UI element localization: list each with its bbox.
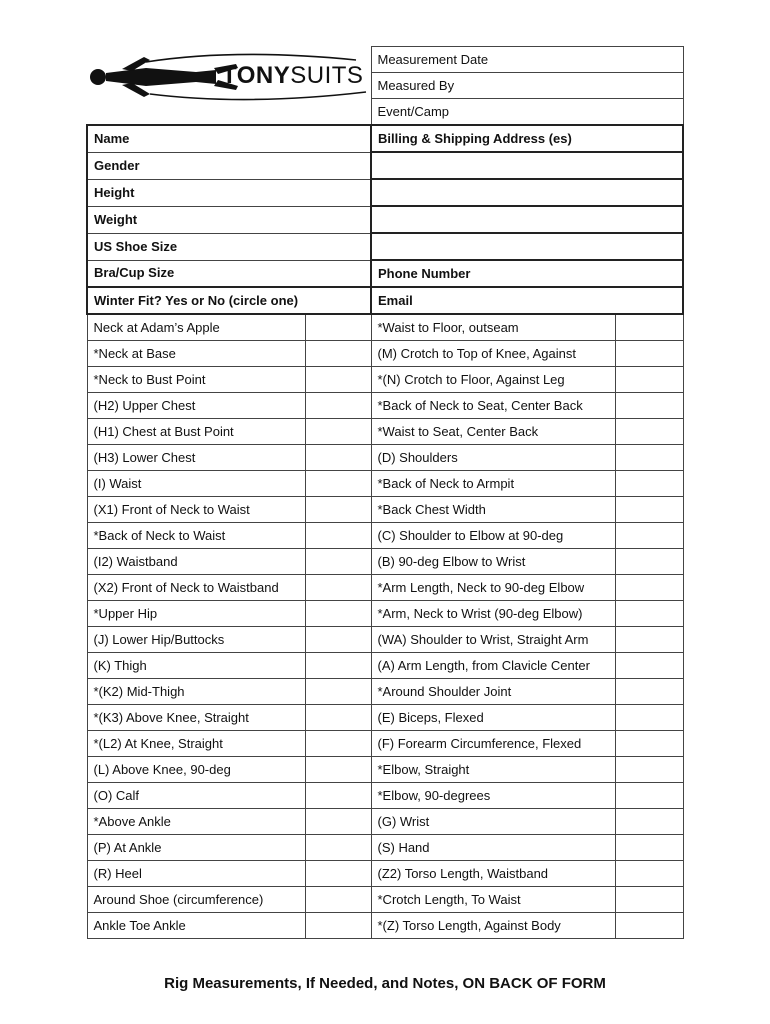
measurement-row (87, 653, 683, 679)
measurement-value-left[interactable] (305, 549, 371, 575)
measurement-label-right: (WA) Shoulder to Wrist, Straight Arm (371, 627, 615, 653)
billing-address-field[interactable]: Billing & Shipping Address (es) (371, 125, 683, 152)
measurement-row (87, 419, 683, 445)
measurement-value-left[interactable] (305, 757, 371, 783)
measurement-value-right[interactable] (615, 367, 683, 393)
measurement-label-left: (X2) Front of Neck to Waistband (87, 575, 305, 601)
measurement-label-right: *Crotch Length, To Waist (371, 887, 615, 913)
measurement-row (87, 679, 683, 705)
measurement-label-left: Around Shoe (circumference) (87, 887, 305, 913)
measurement-label-left: *(K3) Above Knee, Straight (87, 705, 305, 731)
name-field[interactable]: Name (87, 125, 371, 152)
measurement-label-left: *Neck to Bust Point (87, 367, 305, 393)
measurement-value-right[interactable] (615, 601, 683, 627)
footer-note: Rig Measurements, If Needed, and Notes, ON BACK OF FORM (164, 975, 606, 992)
measurement-label-right: (F) Forearm Circumference, Flexed (371, 731, 615, 757)
height-field[interactable]: Height (87, 179, 371, 206)
measurement-label-left: (K) Thigh (87, 653, 305, 679)
measurement-row (87, 497, 683, 523)
header-row-date (87, 47, 683, 73)
measurement-label-right: (B) 90-deg Elbow to Wrist (371, 549, 615, 575)
weight-field[interactable]: Weight (87, 206, 371, 233)
measurement-value-left[interactable] (305, 679, 371, 705)
measurement-row (87, 835, 683, 861)
measurement-value-left[interactable] (305, 314, 371, 341)
measurement-row (87, 783, 683, 809)
measurement-value-right[interactable] (615, 809, 683, 835)
measurement-label-left: (O) Calf (87, 783, 305, 809)
measurement-value-left[interactable] (305, 783, 371, 809)
measurement-value-right[interactable] (615, 783, 683, 809)
header-row-event (87, 99, 683, 126)
measurement-label-left: Ankle Toe Ankle (87, 913, 305, 939)
header-row-measured-by (87, 73, 683, 99)
personal-row-3 (87, 179, 683, 206)
measurement-label-right: *(Z) Torso Length, Against Body (371, 913, 615, 939)
phone-number-field[interactable]: Phone Number (371, 260, 683, 287)
measurement-label-right: *Arm, Neck to Wrist (90-deg Elbow) (371, 601, 615, 627)
measurement-value-right[interactable] (615, 314, 683, 341)
measurement-label-right: (Z2) Torso Length, Waistband (371, 861, 615, 887)
measurement-value-left[interactable] (305, 809, 371, 835)
measurement-label-left: (L) Above Knee, 90-deg (87, 757, 305, 783)
measurement-row (87, 809, 683, 835)
address-line-1[interactable] (371, 152, 683, 179)
measurement-row (87, 757, 683, 783)
brand-bold: TONY (222, 62, 291, 89)
measurement-value-left[interactable] (305, 861, 371, 887)
measurement-label-left: *Back of Neck to Waist (87, 523, 305, 549)
address-line-2[interactable] (371, 179, 683, 206)
measurement-value-right[interactable] (615, 705, 683, 731)
measurement-value-right[interactable] (615, 419, 683, 445)
measurement-row (87, 913, 683, 939)
measurement-row (87, 445, 683, 471)
brand-light: SUITS (290, 62, 364, 89)
measurement-label-right: (S) Hand (371, 835, 615, 861)
measurement-value-left[interactable] (305, 341, 371, 367)
measurement-value-right[interactable] (615, 653, 683, 679)
measurement-label-right: (E) Biceps, Flexed (371, 705, 615, 731)
measurement-row (87, 314, 683, 341)
measurement-value-left[interactable] (305, 575, 371, 601)
measurement-label-left: Neck at Adam’s Apple (87, 314, 305, 341)
measurement-value-right[interactable] (615, 523, 683, 549)
measurement-row (87, 887, 683, 913)
measurement-label-left: *Upper Hip (87, 601, 305, 627)
measurement-value-right[interactable] (615, 471, 683, 497)
measurement-label-right: *Back of Neck to Armpit (371, 471, 615, 497)
measurement-row (87, 523, 683, 549)
measurement-value-right[interactable] (615, 757, 683, 783)
measurement-label-right: *Back Chest Width (371, 497, 615, 523)
event-camp-field[interactable]: Event/Camp (371, 99, 683, 126)
measurement-row (87, 393, 683, 419)
measurement-label-left: (I2) Waistband (87, 549, 305, 575)
measurement-value-right[interactable] (615, 575, 683, 601)
gender-field[interactable]: Gender (87, 152, 371, 179)
measurement-row (87, 705, 683, 731)
measurement-label-left: *Neck at Base (87, 341, 305, 367)
measurement-label-right: (A) Arm Length, from Clavicle Center (371, 653, 615, 679)
measurement-label-left: (I) Waist (87, 471, 305, 497)
measurement-value-left[interactable] (305, 471, 371, 497)
personal-row-2 (87, 152, 683, 179)
measurement-label-right: *Back of Neck to Seat, Center Back (371, 393, 615, 419)
measurement-value-right[interactable] (615, 445, 683, 471)
measurement-value-right[interactable] (615, 861, 683, 887)
address-line-3[interactable] (371, 206, 683, 233)
measurement-label-right: (D) Shoulders (371, 445, 615, 471)
logo-cell (87, 47, 371, 73)
shoe-size-field[interactable]: US Shoe Size (87, 233, 371, 260)
measurement-row (87, 341, 683, 367)
measurement-label-left: *(K2) Mid-Thigh (87, 679, 305, 705)
measured-by-field[interactable]: Measured By (371, 73, 683, 99)
measurement-value-right[interactable] (615, 913, 683, 939)
measurement-value-left[interactable] (305, 601, 371, 627)
winter-fit-field[interactable]: Winter Fit? Yes or No (circle one) (87, 287, 371, 314)
measurement-row (87, 549, 683, 575)
measurement-value-left[interactable] (305, 445, 371, 471)
measurement-value-left[interactable] (305, 497, 371, 523)
measurement-value-right[interactable] (615, 731, 683, 757)
measurement-row (87, 471, 683, 497)
measurement-value-right[interactable] (615, 393, 683, 419)
measurement-label-left: (J) Lower Hip/Buttocks (87, 627, 305, 653)
measurement-value-right[interactable] (615, 887, 683, 913)
measurement-value-left[interactable] (305, 523, 371, 549)
personal-row-5 (87, 233, 683, 260)
measurement-label-left: *(L2) At Knee, Straight (87, 731, 305, 757)
measurement-label-right: *Waist to Seat, Center Back (371, 419, 615, 445)
measurement-label-right: *Elbow, 90-degrees (371, 783, 615, 809)
measurements-body (87, 314, 683, 939)
measurement-row (87, 575, 683, 601)
measurement-label-right: (M) Crotch to Top of Knee, Against (371, 341, 615, 367)
personal-row-7 (87, 287, 683, 314)
measurement-value-left[interactable] (305, 887, 371, 913)
measurement-row (87, 627, 683, 653)
measurement-value-left[interactable] (305, 367, 371, 393)
personal-row-6 (87, 260, 683, 287)
personal-row-1 (87, 125, 683, 152)
measurement-value-left[interactable] (305, 835, 371, 861)
measurement-label-left: (H2) Upper Chest (87, 393, 305, 419)
measurement-label-left: (P) At Ankle (87, 835, 305, 861)
address-line-4[interactable] (371, 233, 683, 260)
measurement-value-right[interactable] (615, 679, 683, 705)
measurement-value-right[interactable] (615, 549, 683, 575)
measurement-label-left: (X1) Front of Neck to Waist (87, 497, 305, 523)
measurement-label-right: *Around Shoulder Joint (371, 679, 615, 705)
measurement-label-left: *Above Ankle (87, 809, 305, 835)
measurement-label-right: *(N) Crotch to Floor, Against Leg (371, 367, 615, 393)
measurement-label-right: (G) Wrist (371, 809, 615, 835)
measurement-form (86, 46, 684, 939)
measurement-value-left[interactable] (305, 653, 371, 679)
personal-row-4 (87, 206, 683, 233)
measurement-label-right: (C) Shoulder to Elbow at 90-deg (371, 523, 615, 549)
measurement-value-right[interactable] (615, 835, 683, 861)
measurement-value-right[interactable] (615, 341, 683, 367)
measurement-row (87, 601, 683, 627)
measurement-label-left: (R) Heel (87, 861, 305, 887)
measurement-value-right[interactable] (615, 497, 683, 523)
measurement-label-right: *Elbow, Straight (371, 757, 615, 783)
measurement-label-left: (H3) Lower Chest (87, 445, 305, 471)
measurement-value-left[interactable] (305, 731, 371, 757)
measurement-value-left[interactable] (305, 627, 371, 653)
email-field[interactable]: Email (371, 287, 683, 314)
measurement-value-left[interactable] (305, 913, 371, 939)
measurement-row (87, 367, 683, 393)
bra-cup-field[interactable]: Bra/Cup Size (87, 260, 371, 287)
measurement-value-left[interactable] (305, 419, 371, 445)
measurement-value-right[interactable] (615, 627, 683, 653)
measurement-value-left[interactable] (305, 393, 371, 419)
measurement-label-left: (H1) Chest at Bust Point (87, 419, 305, 445)
measurement-label-right: *Waist to Floor, outseam (371, 314, 615, 341)
measurement-row (87, 731, 683, 757)
measurement-row (87, 861, 683, 887)
measurement-label-right: *Arm Length, Neck to 90-deg Elbow (371, 575, 615, 601)
measurement-value-left[interactable] (305, 705, 371, 731)
measurement-date-field[interactable]: Measurement Date (371, 47, 683, 73)
